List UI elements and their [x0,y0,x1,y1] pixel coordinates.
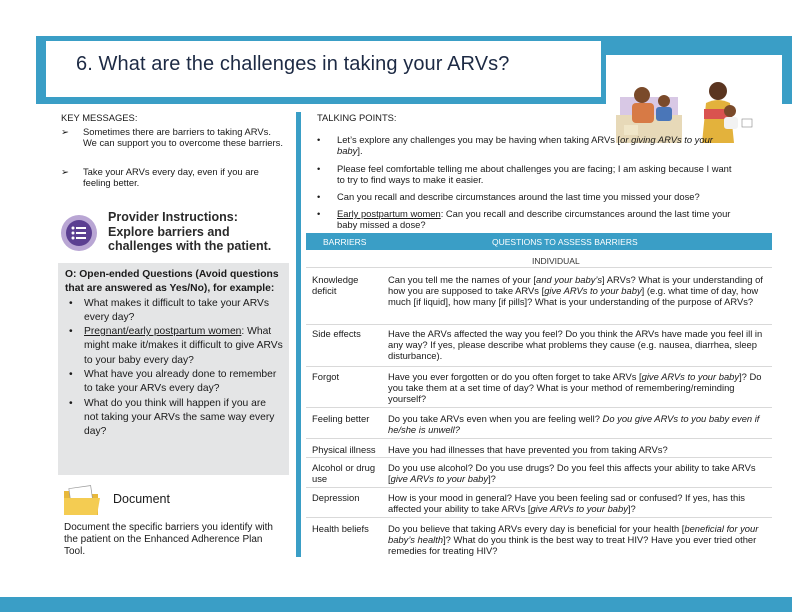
question-cell: Have you ever forgotten or do you often forget to take ARVs [give ARVs to your baby]? Do you take them at a set time of day? What is your method of remembering/reminding yourself? [388,371,762,404]
footer-bar [0,597,792,612]
table-row [306,272,772,325]
question-item [65,325,283,368]
arrow-bullet-icon: ➢ [61,166,69,177]
key-message-item [61,166,281,192]
question-cell: Do you take ARVs even when you are feeling well? Do you give ARVs to you baby even if he/she is unwell? [388,413,760,435]
talking-point-text: Can you recall and describe circumstances around the last time you missed your dose? [337,191,700,202]
talking-point-italic: or giving ARVs to your baby [337,134,713,157]
table-row [306,326,772,367]
barrier-cell: Forgot [312,371,340,382]
barrier-cell: Depression [312,492,360,503]
barrier-cell: Knowledge deficit [312,274,359,296]
folder-icon [62,485,102,517]
question-item: • What do you think will happen if you are not taking your ARVs the same way every day? [65,397,283,440]
table-row [306,411,772,439]
barrier-cell: Physical illness [312,444,376,455]
talking-point-item: • Please feel comfortable telling me about challenges you are facing; I am asking because I want to try to find ways to make it easier. [317,163,737,187]
open-ended-intro: O: Open-ended Questions (Avoid questions that are answered as Yes/No), for example: [65,269,279,295]
table-row [306,521,772,559]
question-cell: Do you believe that taking ARVs every day is beneficial for your health [beneficial for your baby’s health]? What do you think is the best way to treat HIV? Have you ever tried other remedies for treating HIV? [388,523,759,556]
subheader-individual: INDIVIDUAL [532,256,580,266]
question-cell: How is your mood in general? Have you been feeling sad or confused? If yes, has this affected your ability to take ARVs [give ARVs to your baby]? [388,492,745,514]
arrow-bullet-icon: ➢ [61,126,69,137]
column-header-questions: QUESTIONS TO ASSESS BARRIERS [492,237,638,247]
column-divider [296,112,301,557]
talking-point-item: • Early postpartum women: Can you recall and describe circumstances around the last time your baby missed a dose? [317,208,731,231]
question-item: • What have you already done to remember to take your ARVs every day? [65,368,283,397]
question-cell: Can you tell me the names of your [and your baby’s] ARVs? What is your understanding of how you are supposed to take ARVs [give ARVs to your baby] (e.g. what time of day, how much [if liquid], how many [if pills]? What is your understanding of the purpose of ARVs? [388,274,763,307]
barrier-cell: Alcohol or drug use [312,462,376,484]
table-subheader [306,251,772,268]
table-header [306,233,772,250]
talking-point-item: • Let’s explore any challenges you may be having when taking ARVs [or giving ARVs to your baby]. [317,134,713,157]
table-row [306,490,772,518]
key-message-item [61,126,281,166]
barrier-cell: Feeling better [312,413,370,424]
talking-points-heading: TALKING POINTS: [317,112,397,123]
table-row [306,460,772,488]
key-message-text: Take your ARVs every day, even if you are feeling better. [83,166,259,189]
list-icon [66,220,92,246]
talking-point-item: • Can you recall and describe circumstances around the last time you missed your dose? [317,191,737,204]
provider-instructions [108,210,288,254]
key-messages-heading: KEY MESSAGES: [61,112,138,123]
page-title: 6. What are the challenges in taking your ARVs? [76,53,510,75]
question-text: : What might make it/makes it difficult to give ARVs to your baby every day? [84,326,283,366]
key-message-text: Sometimes there are barriers to taking ARVs. We can support you to overcome these barriers. [83,126,283,149]
open-ended-questions-box [58,263,289,475]
table-row [306,369,772,408]
barrier-cell: Health beliefs [312,523,369,534]
provider-title: Provider Instructions: [108,210,238,224]
question-cell: Do you use alcohol? Do you use drugs? Do you feel this affects your ability to take ARVs [give ARVs to your baby]? [388,462,756,484]
talking-point-text: Please feel comfortable telling me about challenges you are facing; I am asking because I want to try to find ways to make it easier. [337,163,732,186]
talking-point-text: Let’s explore any challenges you may be having when taking ARVs [ [337,134,621,145]
barrier-cell: Side effects [312,328,361,339]
question-label: Pregnant/early postpartum women [84,326,242,338]
question-cell: Have the ARVs affected the way you feel? Do you think the ARVs have made you feel ill in any way? If yes, please describe what problems they cause (e.g. nausea, diarrhea, sleep disturbance). [388,328,763,361]
talking-point-text: ]. [357,145,363,157]
column-header-barriers: BARRIERS [323,237,367,247]
talking-point-text: : Can you recall and describe circumstances around the last time your baby missed a dose? [337,208,731,231]
question-item: • What makes it difficult to take your ARVs every day? [65,297,283,326]
table-row [306,442,772,458]
provider-line: challenges with the patient. [108,239,272,253]
provider-line: Explore barriers and [108,224,230,239]
document-text: Document the specific barriers you identify with the patient on the Enhanced Adherence Plan Tool. [64,522,273,557]
talking-point-label: Early postpartum women [337,208,441,219]
question-cell: Have you had illnesses that have prevented you from taking ARVs? [388,444,668,455]
document-label: Document [113,492,170,506]
